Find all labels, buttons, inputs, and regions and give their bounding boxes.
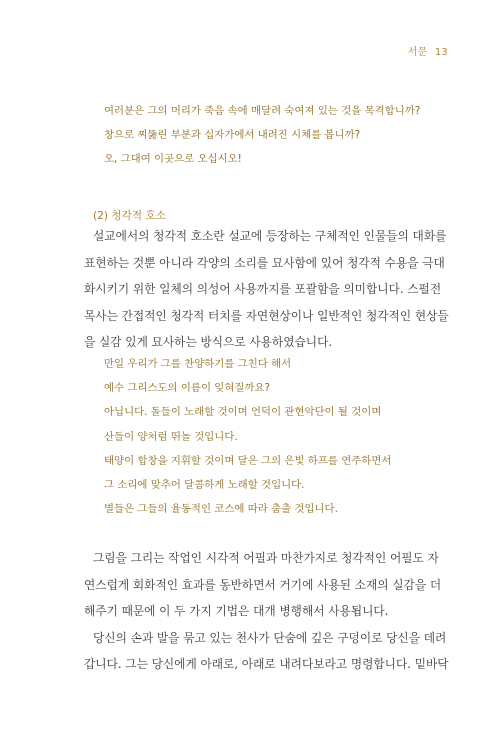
quote-line: 산들이 양처럼 뛰놀 것입니다. [104,430,238,443]
section-subheading: (2) 청각적 호소 [93,210,166,222]
quote-line: 아닙니다. 돌들이 노래할 것이며 언덕이 관현악단이 될 것이며 [104,406,382,419]
body-line: 화시키기 위한 일체의 의성어 사용까지를 포괄함을 의미합니다. 스펄전 [84,282,442,296]
body-line: 목사는 간접적인 청각적 터치를 자연현상이나 일반적인 청각적인 현상들 [84,308,449,323]
body-line: 해주기 때문에 이 두 가지 기법은 대개 병행해서 사용됩니다. [84,604,389,618]
quote-line: 만일 우리가 그를 찬양하기를 그친다 해서 [104,358,292,370]
body-paragraph-2 [84,545,449,678]
quote-line: 별들은 그들의 율동적인 코스에 따라 춤출 것입니다. [104,503,338,516]
quote-line: 여러분은 그의 머리가 죽음 속에 매달려 숙여져 있는 것을 목격합니까? [104,105,421,117]
quote-line: 태양이 합창을 지휘할 것이며 달은 그의 은빛 하프를 연주하면서 [104,454,392,467]
body-line: 을 실감 있게 묘사하는 방식으로 사용하였습니다. [84,335,333,349]
body-line: 당신의 손과 발을 묶고 있는 천사가 단숨에 깊은 구덩이로 당신을 데려 [93,630,447,645]
page-number: 13 [434,47,448,58]
body-line: 갑니다. 그는 당신에게 아래로, 아래로 내려다보라고 명령합니다. 밑바닥 [84,657,449,671]
body-line: 연스럽게 회화적인 효과를 동반하면서 거기에 사용된 소재의 실감을 더 [84,577,442,592]
quote-line: 창으로 찌뚫린 부분과 십자가에서 내려진 시체를 봅니까? [104,129,361,142]
body-line: 설교에서의 청각적 호소란 설교에 등장하는 구체적인 인물들의 대화를 [93,229,447,243]
body-paragraph-1 [84,223,449,356]
quote-line: 오, 그대여 이곳으로 오십시오! [104,153,242,166]
quote-line: 그 소리에 맞추어 달콤하게 노래할 것입니다. [104,479,305,492]
quote-block-2 [104,352,391,521]
body-line: 그림을 그리는 작업인 시각적 어필과 마찬가지로 청각적인 어필도 자 [93,551,439,565]
running-head-section: 서문 [407,47,428,58]
quote-block-1 [104,99,420,172]
body-line: 표현하는 것뿐 아니라 각양의 소리를 묘사함에 있어 청각적 수용을 극대 [84,255,445,270]
quote-line: 예수 그리스도의 이름이 잊혀질까요? [104,382,270,395]
running-head [408,43,448,58]
